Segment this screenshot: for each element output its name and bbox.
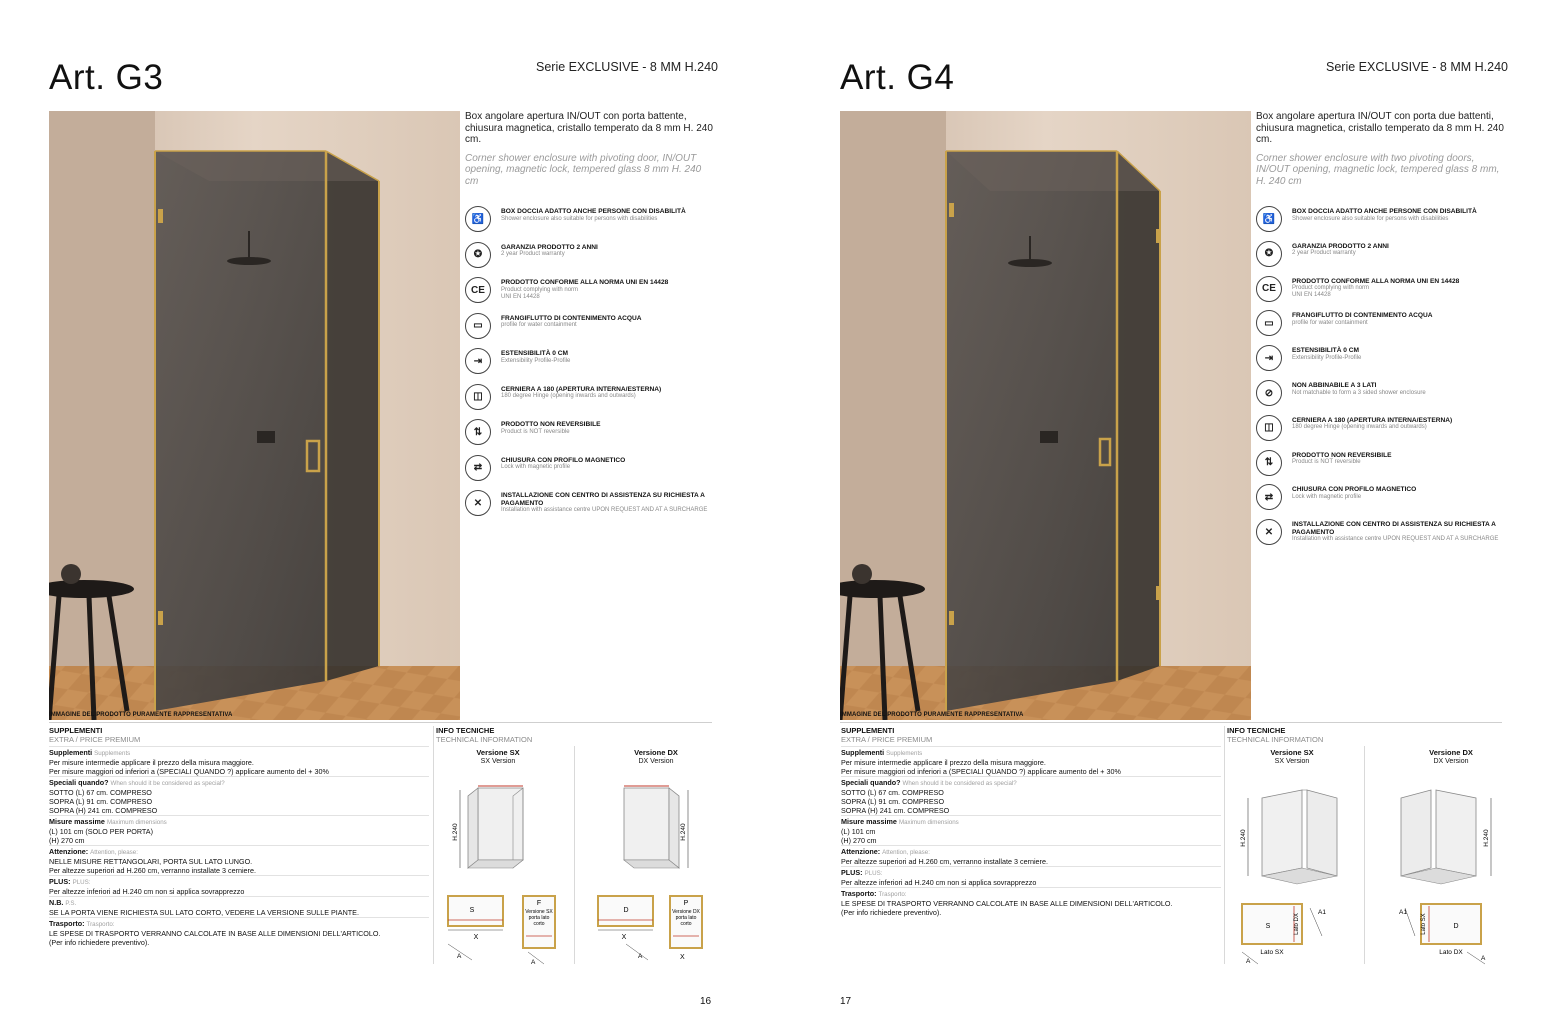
diagram-dx-title: Versione DX: [634, 748, 678, 757]
feature-translation: Product complying with norm: [1292, 285, 1370, 292]
description-italian: Box angolare apertura IN/OUT con porta due battenti, chiusura magnetica, cristallo temperato da 8 mm H. 240 cm.: [1256, 111, 1504, 145]
supplement-heading: Supplementi Supplements: [49, 748, 131, 757]
feature-text: [1292, 452, 1506, 467]
feature-text: [501, 492, 715, 514]
feature-translation: profile for water containment: [1292, 319, 1368, 326]
supplement-block: [841, 815, 1221, 845]
supplement-block: [841, 866, 1221, 887]
plan-dimension-a: A: [457, 953, 462, 960]
installation-tools-icon: ✕: [1256, 519, 1282, 545]
description-italian: Box angolare apertura IN/OUT con porta battente, chiusura magnetica, cristallo temperato da 8 mm H. 240 cm.: [465, 111, 713, 145]
supplement-line: Per misure intermedie applicare il prezzo della misura maggiore.: [49, 758, 254, 767]
feature-item: [1256, 241, 1506, 271]
technical-info-subtitle: TECHNICAL INFORMATION: [436, 735, 533, 744]
supplement-line: Per misure maggiori od inferiori a (SPECIALI QUANDO ?) applicare aumento del + 30%: [841, 767, 1121, 776]
feature-translation: 180 degree Hinge (opening inwards and outwards): [501, 393, 636, 400]
feature-text: [1292, 382, 1506, 397]
supplement-heading-en: When should it be considered as special?: [110, 780, 225, 787]
supplement-line: SE LA PORTA VIENE RICHIESTA SUL LATO CORTO, VEDERE LA VERSIONE SULLE PIANTE.: [49, 908, 359, 917]
feature-item: [1256, 345, 1506, 375]
supplement-line: SOPRA (L) 91 cm. COMPRESO: [49, 797, 153, 806]
feature-label: GARANZIA PRODOTTO 2 ANNI: [501, 243, 598, 251]
height-label: H.240: [680, 823, 687, 841]
supplement-line: SOPRA (H) 241 cm. COMPRESO: [49, 806, 158, 815]
feature-extra: UNI EN 14428: [1292, 292, 1331, 299]
supplement-heading-en: Attention, please:: [90, 849, 138, 856]
photo-disclaimer: IMMAGINE DEL PRODOTTO PURAMENTE RAPPRESENTATIVA: [49, 712, 233, 718]
feature-text: [501, 421, 715, 436]
diagram-sx-drawing: [1222, 768, 1362, 966]
supplement-heading: Attenzione: Attention, please:: [49, 847, 138, 856]
diagram-sx-version: [428, 746, 568, 966]
supplement-block: [49, 875, 429, 896]
feature-translation: Lock with magnetic profile: [1292, 493, 1362, 500]
disability-icon: ♿: [465, 206, 491, 232]
supplement-block: [49, 896, 429, 917]
supplements-blocks: [841, 746, 1221, 917]
feature-label: GARANZIA PRODOTTO 2 ANNI: [1292, 242, 1389, 250]
plan-dx-main-letter: D: [623, 907, 629, 914]
feature-label: BOX DOCCIA ADATTO ANCHE PERSONE CON DISABILITÀ: [501, 208, 686, 215]
feature-translation: Product is NOT reversible: [1292, 459, 1361, 466]
feature-text: [1292, 208, 1506, 223]
supplement-block: [841, 845, 1221, 866]
not-matchable-icon: ⊘: [1256, 380, 1282, 406]
feature-item: [465, 348, 715, 378]
supplement-block: [841, 887, 1221, 917]
section-divider: [49, 722, 712, 723]
feature-translation: 180 degree Hinge (opening inwards and outwards): [1292, 424, 1427, 431]
plan-side-label: Lato SX: [1421, 913, 1427, 935]
feature-item: [1256, 380, 1506, 410]
diagram-sx-subtitle: SX Version: [1274, 758, 1310, 765]
diagram-dx-subtitle: DX Version: [1433, 758, 1469, 765]
supplement-line: (L) 101 cm (SOLO PER PORTA): [49, 827, 153, 836]
feature-item: [465, 206, 715, 236]
supplement-line: Per misure intermedie applicare il prezzo della misura maggiore.: [841, 758, 1046, 767]
height-label: H.240: [1240, 829, 1247, 847]
supplement-line: LE SPESE DI TRASPORTO VERRANNO CALCOLATE IN BASE ALLE DIMENSIONI DELL'ARTICOLO.: [49, 929, 381, 938]
plan-sx-note-3: corto: [533, 921, 545, 927]
feature-text: [1292, 312, 1506, 327]
feature-text: [1292, 521, 1506, 543]
plan-dx-main-letter: D: [1453, 923, 1459, 930]
diagram-sx-drawing: [428, 768, 568, 966]
feature-item: [465, 455, 715, 485]
supplement-line: LE SPESE DI TRASPORTO VERRANNO CALCOLATE IN BASE ALLE DIMENSIONI DELL'ARTICOLO.: [841, 899, 1173, 908]
supplement-heading: Misure massime Maximum dimensions: [841, 817, 959, 826]
supplement-heading: Speciali quando? When should it be considered as special?: [49, 778, 225, 787]
supplement-heading-en: Supplements: [94, 750, 131, 757]
feature-label: FRANGIFLUTTO DI CONTENIMENTO ACQUA: [501, 314, 642, 322]
product-description: [465, 111, 715, 187]
feature-text: [1292, 417, 1506, 432]
plan-dimension-a1: A1: [1399, 909, 1407, 916]
supplement-line: Per altezze superiori ad H.260 cm, verranno installate 3 cerniere.: [841, 857, 1048, 866]
supplement-heading: N.B. P.S.: [49, 898, 77, 907]
feature-text: [501, 350, 715, 365]
diagram-dx-drawing: [586, 768, 726, 966]
plan-dimension-a: A: [1246, 958, 1251, 965]
feature-translation: Installation with assistance centre UPON REQUEST AND AT A SURCHARGE: [1292, 536, 1499, 543]
feature-text: [1292, 486, 1506, 501]
supplements-subtitle: EXTRA / PRICE PREMIUM: [49, 735, 141, 744]
feature-item: [1256, 519, 1506, 549]
supplement-block: [841, 746, 1221, 776]
feature-translation: 2 year Product warranty: [501, 251, 565, 258]
supplement-heading-en: Trasporto:: [878, 891, 907, 898]
height-label: H.240: [1483, 829, 1490, 847]
feature-label: ESTENSIBILITÀ 0 CM: [501, 350, 569, 357]
supplement-line: SOTTO (L) 67 cm. COMPRESO: [49, 788, 152, 797]
plan-sx-main-letter: S: [1265, 923, 1271, 930]
supplement-heading: Trasporto: Trasporto:: [49, 919, 115, 928]
feature-label: INSTALLAZIONE CON CENTRO DI ASSISTENZA SU RICHIESTA A PAGAMENTO: [1292, 521, 1496, 536]
plan-sx-alt-letter: F: [536, 900, 542, 907]
feature-text: [1292, 278, 1506, 300]
disability-icon: ♿: [1256, 206, 1282, 232]
supplement-heading: Supplementi Supplements: [841, 748, 923, 757]
supplement-heading: Trasporto: Trasporto:: [841, 889, 907, 898]
plan-dimension-a: A: [531, 959, 536, 966]
diagram-sx-title: Versione SX: [476, 748, 520, 757]
supplements-blocks: [49, 746, 429, 947]
plan-bottom-label: Lato DX: [1439, 949, 1463, 956]
supplements-title: SUPPLEMENTI: [841, 726, 895, 735]
supplement-line: Per misure maggiori od inferiori a (SPECIALI QUANDO ?) applicare aumento del + 30%: [49, 767, 329, 776]
feature-label: CERNIERA A 180 (APERTURA INTERNA/ESTERNA): [1292, 416, 1453, 424]
feature-text: [501, 457, 715, 472]
supplement-line: SOTTO (L) 67 cm. COMPRESO: [841, 788, 944, 797]
supplement-line: Per altezze inferiori ad H.240 cm non si applica sovrapprezzo: [49, 887, 245, 896]
feature-item: [465, 419, 715, 449]
diagram-dx-title: Versione DX: [1429, 748, 1473, 757]
ce-icon: CE: [465, 277, 491, 303]
extensibility-icon: ⇥: [465, 348, 491, 374]
feature-item: [1256, 415, 1506, 445]
technical-info-section: [436, 726, 716, 744]
plan-side-label: Lato DX: [1294, 913, 1300, 935]
description-english: Corner shower enclosure with pivoting door, IN/OUT opening, magnetic lock, tempered glass 8 mm H. 240 cm: [465, 152, 702, 187]
diagram-dx-drawing: [1381, 768, 1521, 966]
feature-label: PRODOTTO NON REVERSIBILE: [1292, 451, 1392, 459]
supplement-heading-en: PLUS:: [72, 879, 91, 886]
supplement-heading: PLUS: PLUS:: [49, 877, 91, 886]
warranty-icon: ✪: [1256, 241, 1282, 267]
catalog-page-right: [790, 0, 1550, 1033]
supplements-subtitle: EXTRA / PRICE PREMIUM: [841, 735, 933, 744]
hinge-180-icon: ◫: [1256, 415, 1282, 441]
feature-text: [501, 208, 715, 223]
supplement-line: NELLE MISURE RETTANGOLARI, PORTA SUL LATO LUNGO.: [49, 857, 253, 866]
plan-dimension-a: A: [1481, 955, 1486, 962]
supplements-section: [841, 726, 1221, 917]
hinge-180-icon: ◫: [465, 384, 491, 410]
feature-item: [465, 313, 715, 343]
product-photo: [49, 111, 460, 720]
feature-text: [501, 386, 715, 401]
technical-info-subtitle: TECHNICAL INFORMATION: [1227, 735, 1324, 744]
technical-info-title: INFO TECNICHE: [436, 726, 495, 735]
magnetic-lock-icon: ⇄: [465, 455, 491, 481]
shower-enclosure-illustration: [840, 111, 1251, 720]
series-label: Serie EXCLUSIVE - 8 MM H.240: [536, 60, 719, 74]
plan-dimension-x: X: [621, 934, 627, 941]
supplement-heading: Attenzione: Attention, please:: [841, 847, 930, 856]
feature-label: PRODOTTO NON REVERSIBILE: [501, 421, 601, 428]
product-description: [1256, 111, 1506, 187]
technical-info-section: [1227, 726, 1507, 744]
extensibility-icon: ⇥: [1256, 345, 1282, 371]
feature-translation: Extensibility Profile-Profile: [1292, 354, 1362, 361]
supplements-title: SUPPLEMENTI: [49, 726, 103, 735]
column-separator: [574, 746, 575, 964]
feature-label: NON ABBINABILE A 3 LATI: [1292, 382, 1377, 389]
plan-bottom-label: Lato SX: [1260, 949, 1284, 956]
feature-text: [501, 279, 715, 301]
feature-label: FRANGIFLUTTO DI CONTENIMENTO ACQUA: [1292, 312, 1433, 320]
supplement-heading: Misure massime Maximum dimensions: [49, 817, 167, 826]
supplement-block: [49, 917, 429, 947]
product-photo: [840, 111, 1251, 720]
supplement-block: [49, 746, 429, 776]
supplement-line: SOPRA (H) 241 cm. COMPRESO: [841, 806, 950, 815]
plan-dx-note-3: corto: [680, 921, 692, 927]
feature-translation: Installation with assistance centre UPON REQUEST AND AT A SURCHARGE: [501, 507, 708, 514]
description-english: Corner shower enclosure with two pivoting doors, IN/OUT opening, magnetic lock, tempered glass 8 mm, H. 240 cm: [1256, 152, 1500, 187]
feature-extra: UNI EN 14428: [501, 293, 540, 300]
plan-dx-note-1: Versione DX: [672, 909, 700, 915]
magnetic-lock-icon: ⇄: [1256, 484, 1282, 510]
feature-translation: Product is NOT reversible: [501, 428, 570, 435]
water-profile-icon: ▭: [1256, 310, 1282, 336]
not-reversible-icon: ⇅: [465, 419, 491, 445]
feature-label: INSTALLAZIONE CON CENTRO DI ASSISTENZA SU RICHIESTA A PAGAMENTO: [501, 492, 705, 507]
supplement-heading: PLUS: PLUS:: [841, 868, 883, 877]
feature-label: ESTENSIBILITÀ 0 CM: [1292, 347, 1360, 355]
plan-sx-main-letter: S: [469, 907, 475, 914]
feature-text: [1292, 243, 1506, 258]
feature-text: [1292, 347, 1506, 362]
diagram-dx-version: [1381, 746, 1521, 966]
plan-dimension-x: X: [473, 934, 479, 941]
supplement-line: (H) 270 cm: [841, 836, 877, 845]
diagram-sx-title: Versione SX: [1270, 748, 1314, 757]
feature-item: [465, 277, 715, 307]
column-separator: [1364, 746, 1365, 964]
feature-label: PRODOTTO CONFORME ALLA NORMA UNI EN 14428: [1292, 277, 1460, 285]
supplement-heading: Speciali quando? When should it be considered as special?: [841, 778, 1017, 787]
supplement-heading-en: Attention, please:: [882, 849, 930, 856]
supplement-block: [49, 815, 429, 845]
feature-label: CERNIERA A 180 (APERTURA INTERNA/ESTERNA): [501, 385, 662, 393]
supplement-heading-en: P.S.: [65, 900, 77, 907]
supplement-line: SOPRA (L) 91 cm. COMPRESO: [841, 797, 945, 806]
page-number: 17: [840, 996, 852, 1007]
feature-item: [1256, 206, 1506, 236]
supplements-section: [49, 726, 429, 947]
plan-dimension-a: A: [638, 953, 643, 960]
diagram-dx-version: [586, 746, 726, 966]
plan-dx-alt-letter: P: [683, 900, 689, 907]
warranty-icon: ✪: [465, 242, 491, 268]
plan-sx-note-2: porta lato: [528, 915, 550, 921]
diagram-sx-version: [1222, 746, 1362, 966]
technical-info-title: INFO TECNICHE: [1227, 726, 1286, 735]
feature-item: [1256, 484, 1506, 514]
diagram-sx-subtitle: SX Version: [480, 758, 516, 765]
supplement-line: (H) 270 cm: [49, 836, 85, 845]
supplement-line: (Per info richiedere preventivo).: [49, 938, 150, 947]
plan-dimension-a1: A1: [1318, 909, 1326, 916]
water-profile-icon: ▭: [465, 313, 491, 339]
feature-translation: profile for water containment: [501, 322, 577, 329]
supplement-line: Per altezze inferiori ad H.240 cm non si applica sovrapprezzo: [841, 878, 1037, 887]
photo-disclaimer: IMMAGINE DEL PRODOTTO PURAMENTE RAPPRESENTATIVA: [840, 712, 1024, 718]
feature-item: [1256, 310, 1506, 340]
feature-translation: Shower enclosure also suitable for persons with disabilities: [501, 215, 658, 222]
supplement-block: [49, 845, 429, 875]
feature-text: [501, 315, 715, 330]
feature-item: [1256, 276, 1506, 306]
ce-icon: CE: [1256, 276, 1282, 302]
plan-dx-note-2: porta lato: [675, 915, 697, 921]
series-label: Serie EXCLUSIVE - 8 MM H.240: [1326, 60, 1509, 74]
feature-item: [465, 490, 715, 520]
supplement-heading-en: Trasporto:: [86, 921, 115, 928]
section-divider: [840, 722, 1502, 723]
supplement-heading-en: When should it be considered as special?: [902, 780, 1017, 787]
feature-item: [465, 242, 715, 272]
feature-label: BOX DOCCIA ADATTO ANCHE PERSONE CON DISABILITÀ: [1292, 208, 1477, 215]
article-title: Art. G4: [840, 58, 955, 97]
height-label: H.240: [452, 823, 459, 841]
supplement-line: (Per info richiedere preventivo).: [841, 908, 942, 917]
feature-translation: 2 year Product warranty: [1292, 250, 1356, 257]
feature-label: CHIUSURA CON PROFILO MAGNETICO: [501, 456, 626, 464]
supplement-block: [841, 776, 1221, 815]
supplement-heading-en: PLUS:: [864, 870, 883, 877]
feature-item: [1256, 450, 1506, 480]
feature-translation: Lock with magnetic profile: [501, 464, 571, 471]
shower-enclosure-illustration: [49, 111, 460, 720]
supplement-heading-en: Supplements: [886, 750, 923, 757]
feature-text: [501, 244, 715, 259]
plan-dimension-x: X: [680, 954, 685, 961]
feature-translation: Product complying with norm: [501, 286, 579, 293]
article-title: Art. G3: [49, 58, 164, 97]
supplement-line: Per altezze superiori ad H.260 cm, verranno installate 3 cerniere.: [49, 866, 256, 875]
feature-item: [465, 384, 715, 414]
plan-sx-note-1: Versione SX: [525, 909, 553, 915]
feature-label: CHIUSURA CON PROFILO MAGNETICO: [1292, 486, 1417, 494]
feature-translation: Not matchable to form a 3 sided shower enclosure: [1292, 389, 1426, 396]
not-reversible-icon: ⇅: [1256, 450, 1282, 476]
supplement-heading-en: Maximum dimensions: [106, 819, 167, 826]
supplement-heading-en: Maximum dimensions: [898, 819, 959, 826]
supplement-block: [49, 776, 429, 815]
installation-tools-icon: ✕: [465, 490, 491, 516]
page-number: 16: [700, 996, 712, 1007]
diagram-dx-subtitle: DX Version: [638, 758, 674, 765]
feature-translation: Shower enclosure also suitable for persons with disabilities: [1292, 215, 1449, 222]
supplement-line: (L) 101 cm: [841, 827, 876, 836]
feature-label: PRODOTTO CONFORME ALLA NORMA UNI EN 14428: [501, 279, 669, 286]
feature-translation: Extensibility Profile-Profile: [501, 357, 571, 364]
